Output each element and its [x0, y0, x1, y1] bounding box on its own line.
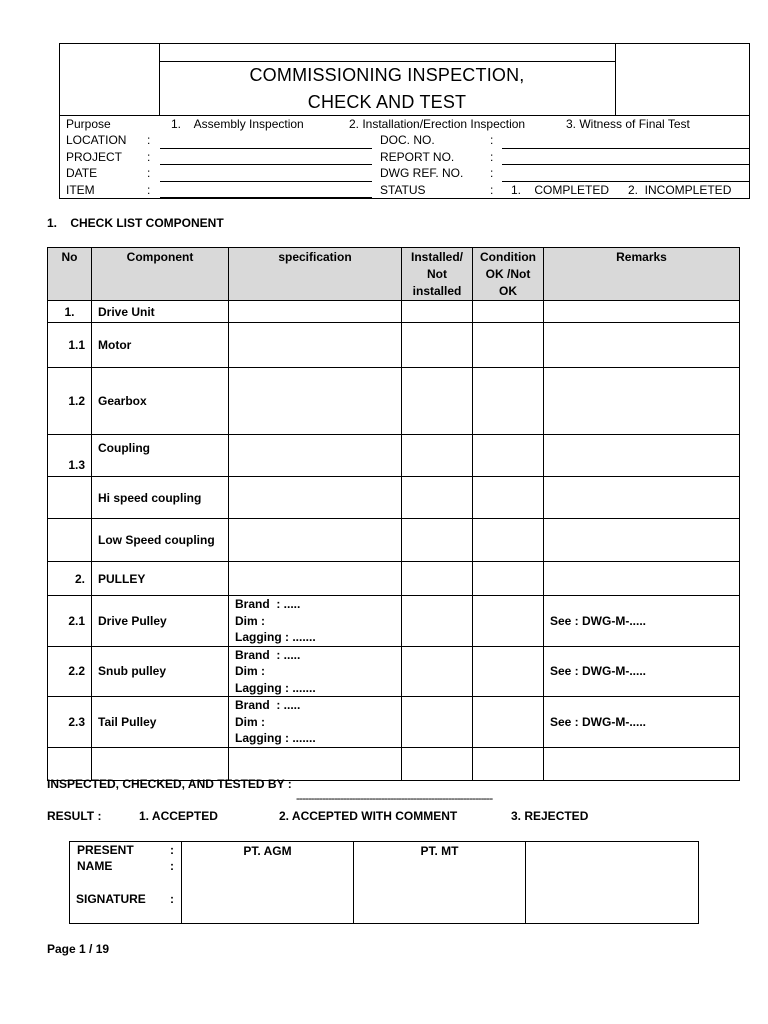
name-label: NAME	[77, 859, 113, 873]
row-component: PULLEY	[92, 562, 229, 596]
inspector-signature-line[interactable]: -------------------------------------------------------------------	[296, 793, 493, 805]
row-component: Motor	[92, 323, 229, 368]
purpose-option-assembly: 1. Assembly Inspection	[171, 117, 304, 131]
row-no	[48, 519, 92, 562]
row-remarks-cell[interactable]: See : DWG-M-.....	[544, 646, 740, 697]
row-condition-cell[interactable]	[473, 477, 544, 519]
column-header-specification: specification	[229, 248, 402, 301]
row-condition-cell[interactable]	[473, 646, 544, 697]
spec-lagging: Lagging : .......	[235, 680, 316, 695]
spec-brand: Brand : .....	[235, 647, 301, 662]
present-colon: :	[170, 843, 174, 857]
purpose-label: Purpose	[66, 117, 111, 131]
row-spec-cell[interactable]	[229, 323, 402, 368]
row-spec-cell[interactable]	[229, 697, 402, 748]
row-component[interactable]	[92, 747, 229, 780]
dwg-ref-field[interactable]	[502, 181, 749, 182]
project-field[interactable]	[160, 164, 372, 165]
row-condition-cell[interactable]	[473, 562, 544, 596]
row-component: Hi speed coupling	[92, 477, 229, 519]
column-header-condition	[473, 248, 544, 301]
status-label: STATUS	[380, 183, 426, 197]
row-spec-cell[interactable]	[229, 477, 402, 519]
row-condition-cell[interactable]	[473, 519, 544, 562]
row-remarks-cell[interactable]: See : DWG-M-.....	[544, 697, 740, 748]
document-title-line2: CHECK AND TEST	[307, 92, 467, 112]
column-header-installed	[402, 248, 473, 301]
status-option-incompleted: 2. INCOMPLETED	[628, 183, 732, 197]
checklist-table	[47, 247, 740, 781]
row-installed-cell[interactable]	[402, 562, 473, 596]
column-header-component: Component	[92, 248, 229, 301]
row-spec-cell[interactable]	[229, 368, 402, 435]
document-title-line1: COMMISSIONING INSPECTION,	[249, 65, 525, 85]
dwg-ref-label: DWG REF. NO.	[380, 166, 464, 180]
table-row	[48, 697, 740, 748]
row-spec-cell[interactable]	[229, 747, 402, 780]
row-remarks-cell[interactable]	[544, 435, 740, 477]
party-mt-cell[interactable]	[354, 842, 526, 924]
row-installed-cell[interactable]	[402, 697, 473, 748]
spec-brand: Brand : .....	[235, 597, 301, 611]
table-row	[48, 519, 740, 562]
header-divider-right	[615, 43, 616, 115]
party-mt-label: PT. MT	[420, 844, 459, 858]
row-no: 1.2	[48, 368, 92, 435]
spec-brand: Brand : .....	[235, 698, 301, 712]
table-row	[48, 646, 740, 697]
dwg-ref-colon: :	[490, 166, 494, 180]
row-no: 1.	[48, 301, 92, 323]
row-installed-cell[interactable]	[402, 477, 473, 519]
table-row	[48, 562, 740, 596]
project-label: PROJECT	[66, 150, 123, 164]
row-component: Drive Unit	[92, 301, 229, 323]
table-row	[48, 323, 740, 368]
section-heading: 1. CHECK LIST COMPONENT	[47, 216, 224, 230]
purpose-option-witness: 3. Witness of Final Test	[566, 117, 690, 131]
row-remarks-cell[interactable]	[544, 747, 740, 780]
date-label: DATE	[66, 166, 98, 180]
condition-header-line2: OK /Not	[485, 267, 531, 281]
table-header-row	[48, 248, 740, 301]
row-installed-cell[interactable]	[402, 596, 473, 647]
location-field[interactable]	[160, 148, 372, 149]
row-condition-cell[interactable]	[473, 301, 544, 323]
report-no-colon: :	[490, 150, 494, 164]
present-label: PRESENT	[77, 843, 134, 857]
row-remarks-cell[interactable]	[544, 562, 740, 596]
party-blank-cell[interactable]	[526, 842, 699, 924]
doc-no-label: DOC. NO.	[380, 133, 435, 147]
table-row-empty	[48, 747, 740, 780]
row-installed-cell[interactable]	[402, 368, 473, 435]
party-agm-label: PT. AGM	[243, 844, 292, 858]
installed-header-line2: Not	[427, 267, 447, 281]
row-component: Tail Pulley	[92, 697, 229, 748]
row-component: Snub pulley	[92, 646, 229, 697]
name-colon: :	[170, 859, 174, 873]
table-row	[48, 435, 740, 477]
party-agm-cell[interactable]	[182, 842, 354, 924]
column-header-no: No	[48, 248, 92, 301]
report-no-field[interactable]	[502, 164, 749, 165]
row-condition-cell[interactable]	[473, 368, 544, 435]
spec-dim: Dim :	[235, 613, 265, 628]
row-installed-cell[interactable]	[402, 646, 473, 697]
table-row	[48, 477, 740, 519]
date-field[interactable]	[160, 181, 372, 182]
project-colon: :	[147, 150, 151, 164]
spec-dim: Dim :	[235, 714, 265, 729]
row-installed-cell[interactable]	[402, 747, 473, 780]
installed-header-line3: installed	[412, 284, 462, 298]
table-row	[48, 596, 740, 647]
row-component: Coupling	[92, 435, 229, 477]
doc-no-colon: :	[490, 133, 494, 147]
spec-lagging: Lagging : .......	[235, 731, 316, 745]
doc-no-field[interactable]	[502, 148, 749, 149]
row-remarks-cell[interactable]	[544, 368, 740, 435]
signature-labels-cell	[70, 842, 182, 924]
item-field[interactable]	[160, 197, 372, 198]
table-row	[48, 301, 740, 323]
inspected-by-label: INSPECTED, CHECKED, AND TESTED BY :	[47, 777, 292, 791]
row-remarks-cell[interactable]	[544, 477, 740, 519]
row-spec-cell[interactable]	[229, 519, 402, 562]
result-option-rejected[interactable]: 3. REJECTED	[511, 809, 589, 823]
row-no[interactable]	[48, 747, 92, 780]
row-remarks-cell[interactable]	[544, 323, 740, 368]
spec-lagging: Lagging : .......	[235, 630, 316, 644]
row-component: Low Speed coupling	[92, 519, 229, 562]
report-no-label: REPORT NO.	[380, 150, 455, 164]
row-no: 2.2	[48, 646, 92, 697]
location-label: LOCATION	[66, 133, 127, 147]
row-condition-cell[interactable]	[473, 697, 544, 748]
condition-header-line3: OK	[499, 284, 517, 298]
row-spec-cell[interactable]	[229, 562, 402, 596]
row-condition-cell[interactable]	[473, 435, 544, 477]
row-spec-cell[interactable]	[229, 646, 402, 697]
row-no: 1.1	[48, 323, 92, 368]
spec-dim: Dim :	[235, 664, 265, 678]
installed-header-line1: Installed/	[410, 250, 463, 264]
status-colon: :	[490, 183, 494, 197]
row-condition-cell[interactable]	[473, 747, 544, 780]
result-option-accepted[interactable]: 1. ACCEPTED	[139, 809, 218, 823]
row-installed-cell[interactable]	[402, 323, 473, 368]
column-header-remarks: Remarks	[544, 248, 740, 301]
row-remarks-cell[interactable]: See : DWG-M-.....	[544, 596, 740, 647]
row-spec-cell[interactable]	[229, 301, 402, 323]
row-no: 1.3	[48, 435, 92, 477]
row-component: Gearbox	[92, 368, 229, 435]
row-condition-cell[interactable]	[473, 596, 544, 647]
row-spec-cell[interactable]	[229, 596, 402, 647]
signature-table	[69, 841, 699, 924]
result-label: RESULT :	[47, 809, 102, 823]
row-installed-cell[interactable]	[402, 435, 473, 477]
signature-colon: :	[170, 892, 174, 906]
table-row	[48, 368, 740, 435]
status-option-completed: 1. COMPLETED	[511, 183, 610, 197]
row-installed-cell[interactable]	[402, 519, 473, 562]
item-label: ITEM	[66, 183, 95, 197]
document-title	[159, 62, 615, 116]
row-no: 2.1	[48, 596, 92, 647]
row-no	[48, 477, 92, 519]
row-component: Drive Pulley	[92, 596, 229, 647]
purpose-option-installation: 2. Installation/Erection Inspection	[349, 117, 526, 131]
row-remarks-cell[interactable]	[544, 519, 740, 562]
signature-label: SIGNATURE	[76, 892, 146, 906]
row-installed-cell[interactable]	[402, 301, 473, 323]
row-no: 2.	[48, 562, 92, 596]
row-no: 2.3	[48, 697, 92, 748]
row-remarks-cell[interactable]	[544, 301, 740, 323]
location-colon: :	[147, 133, 151, 147]
date-colon: :	[147, 166, 151, 180]
item-colon: :	[147, 183, 151, 197]
page-number: Page 1 / 19	[47, 942, 110, 956]
result-option-accepted-with-comment[interactable]: 2. ACCEPTED WITH COMMENT	[279, 809, 458, 823]
row-spec-cell[interactable]	[229, 435, 402, 477]
row-condition-cell[interactable]	[473, 323, 544, 368]
condition-header-line1: Condition	[480, 250, 536, 264]
